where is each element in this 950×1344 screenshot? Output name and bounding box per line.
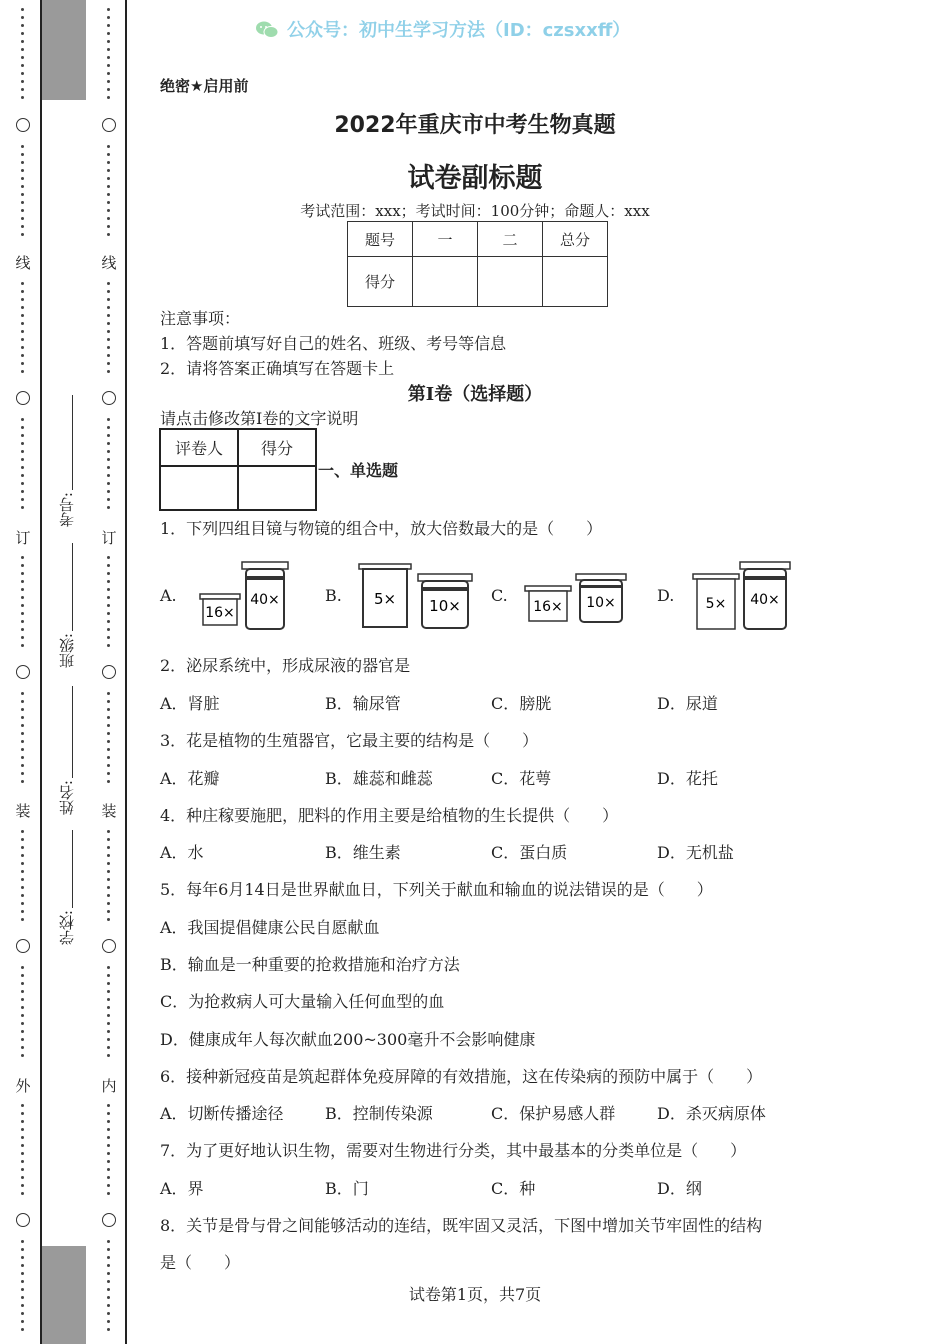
q1-c-eyepiece-label: 16× xyxy=(533,599,563,615)
question-stem: 7．为了更好地认识生物，需要对生物进行分类，其中最基本的分类单位是（ ） xyxy=(160,1141,747,1160)
answer-option[interactable]: C．种 xyxy=(491,1179,536,1198)
q1-option-c-letter: C. xyxy=(491,586,508,605)
secret-label: 绝密★启用前 xyxy=(160,77,249,95)
score-row-label: 得分 xyxy=(348,257,413,307)
watermark-text: 公众号：初中生学习方法（ID：czsxxff） xyxy=(287,20,631,41)
margin-mark-nei: 内 xyxy=(101,1077,117,1095)
notice-item: 1．答题前填写好自己的姓名、班级、考号等信息 xyxy=(160,334,507,353)
q1-a-objective-label: 40× xyxy=(250,592,280,608)
answer-option[interactable]: B．控制传染源 xyxy=(325,1104,433,1123)
field-kaohao-line[interactable] xyxy=(72,395,73,490)
answer-option[interactable]: B．雄蕊和雌蕊 xyxy=(325,769,433,788)
margin-mark-ding: 订 xyxy=(101,529,117,547)
answer-option[interactable]: D．无机盐 xyxy=(657,843,734,862)
q1-option-d-figure xyxy=(692,560,792,632)
margin-mark-ding: 订 xyxy=(15,529,31,547)
page-title: 2022年重庆市中考生物真题 xyxy=(334,113,616,138)
score-header-cell: 一 xyxy=(413,222,478,257)
q1-option-b-figure xyxy=(358,562,474,632)
q1-option-a-letter: A. xyxy=(160,586,177,605)
score-input-cell[interactable] xyxy=(478,257,543,307)
grader-input-cell[interactable] xyxy=(238,466,316,510)
score-header-cell: 题号 xyxy=(348,222,413,257)
answer-option[interactable]: B．门 xyxy=(325,1179,369,1198)
question-stem: 2．泌尿系统中，形成尿液的器官是 xyxy=(160,656,411,675)
q1-c-objective-label: 10× xyxy=(586,595,616,611)
q1-option-d-letter: D. xyxy=(657,586,675,605)
answer-option[interactable]: C．膀胱 xyxy=(491,694,552,713)
q1-d-objective-label: 40× xyxy=(750,592,780,608)
question-stem: 3．花是植物的生殖器官，它最主要的结构是（ ） xyxy=(160,731,539,750)
answer-option[interactable]: A．水 xyxy=(160,843,204,862)
grader-input-cell[interactable] xyxy=(160,466,238,510)
score-table xyxy=(347,221,608,307)
notice-item: 2．请将答案正确填写在答题卡上 xyxy=(160,359,395,378)
question-stem: 6．接种新冠疫苗是筑起群体免疫屏障的有效措施，这在传染病的预防中属于（ ） xyxy=(160,1067,763,1086)
q1-option-c-figure xyxy=(524,570,628,626)
score-input-cell[interactable] xyxy=(543,257,608,307)
watermark xyxy=(255,16,630,42)
notice-heading: 注意事项： xyxy=(160,309,241,328)
question-stem: 4．种庄稼要施肥，肥料的作用主要是给植物的生长提供（ ） xyxy=(160,806,619,825)
grader-header-cell: 评卷人 xyxy=(160,429,238,466)
margin-mark-xian: 线 xyxy=(101,254,117,272)
answer-option[interactable]: D．花托 xyxy=(657,769,718,788)
section-title: 一、单选题 xyxy=(318,461,399,480)
question-stem-continued: 是（ ） xyxy=(160,1253,241,1272)
answer-option[interactable]: A．我国提倡健康公民自愿献血 xyxy=(160,918,380,937)
margin-circle xyxy=(16,1213,30,1227)
margin-circle xyxy=(16,939,30,953)
answer-option[interactable]: A．切断传播途径 xyxy=(160,1104,284,1123)
answer-option[interactable]: B．输血是一种重要的抢救措施和治疗方法 xyxy=(160,955,460,974)
grader-table xyxy=(159,428,317,511)
answer-option[interactable]: B．维生素 xyxy=(325,843,401,862)
field-xingming-line[interactable] xyxy=(72,686,73,778)
margin-mark-wai: 外 xyxy=(15,1077,31,1095)
answer-option[interactable]: A．肾脏 xyxy=(160,694,220,713)
answer-option[interactable]: C．为抢救病人可大量输入任何血型的血 xyxy=(160,992,445,1011)
grader-header-cell: 得分 xyxy=(238,429,316,466)
answer-option[interactable]: C．蛋白质 xyxy=(491,843,568,862)
field-kaohao-label: 考号: xyxy=(58,492,76,528)
score-header-cell: 二 xyxy=(478,222,543,257)
part1-title: 第I卷（选择题） xyxy=(407,384,543,405)
score-header-cell: 总分 xyxy=(543,222,608,257)
answer-option[interactable]: D．杀灭病原体 xyxy=(657,1104,766,1123)
page-footer: 试卷第1页，共7页 xyxy=(408,1285,542,1304)
q1-b-objective-label: 10× xyxy=(429,597,461,615)
question-stem: 8．关节是骨与骨之间能够活动的连结，既牢固又灵活，下图中增加关节牢固性的结构 xyxy=(160,1216,763,1235)
q1-a-eyepiece-label: 16× xyxy=(205,605,235,621)
answer-option[interactable]: A．花瓣 xyxy=(160,769,220,788)
q1-option-b-letter: B. xyxy=(325,586,342,605)
field-xuexiao-line[interactable] xyxy=(72,830,73,908)
margin-gray-band-top xyxy=(42,0,86,100)
margin-mark-xian: 线 xyxy=(15,254,31,272)
field-xuexiao-label: 学校: xyxy=(58,910,76,946)
wechat-icon xyxy=(255,21,279,39)
margin-circle xyxy=(102,665,116,679)
answer-option[interactable]: D．尿道 xyxy=(657,694,718,713)
margin-circle xyxy=(16,665,30,679)
margin-mark-zhuang: 装 xyxy=(15,802,31,820)
question-stem: 1．下列四组目镜与物镜的组合中，放大倍数最大的是（ ） xyxy=(160,519,603,538)
answer-option[interactable]: C．保护易感人群 xyxy=(491,1104,616,1123)
q1-b-eyepiece-label: 5× xyxy=(373,590,397,608)
q1-option-a-figure xyxy=(198,560,290,632)
margin-circle xyxy=(102,1213,116,1227)
field-xingming-label: 姓名: xyxy=(58,780,76,816)
part1-note: 请点击修改第I卷的文字说明 xyxy=(160,409,359,428)
answer-option[interactable]: D．健康成年人每次献血200~300毫升不会影响健康 xyxy=(160,1030,536,1049)
margin-mark-zhuang: 装 xyxy=(101,802,117,820)
answer-option[interactable]: C．花萼 xyxy=(491,769,552,788)
answer-option[interactable]: B．输尿管 xyxy=(325,694,401,713)
q1-d-eyepiece-label: 5× xyxy=(705,596,727,612)
field-banji-label: 班级: xyxy=(58,633,76,669)
margin-circle xyxy=(102,939,116,953)
exam-meta: 考试范围：xxx；考试时间：100分钟；命题人：xxx xyxy=(300,202,650,220)
field-banji-line[interactable] xyxy=(72,543,73,631)
page-subtitle: 试卷副标题 xyxy=(407,163,543,194)
question-stem: 5．每年6月14日是世界献血日，下列关于献血和输血的说法错误的是（ ） xyxy=(160,880,713,899)
answer-option[interactable]: A．界 xyxy=(160,1179,204,1198)
answer-option[interactable]: D．纲 xyxy=(657,1179,702,1198)
score-input-cell[interactable] xyxy=(413,257,478,307)
